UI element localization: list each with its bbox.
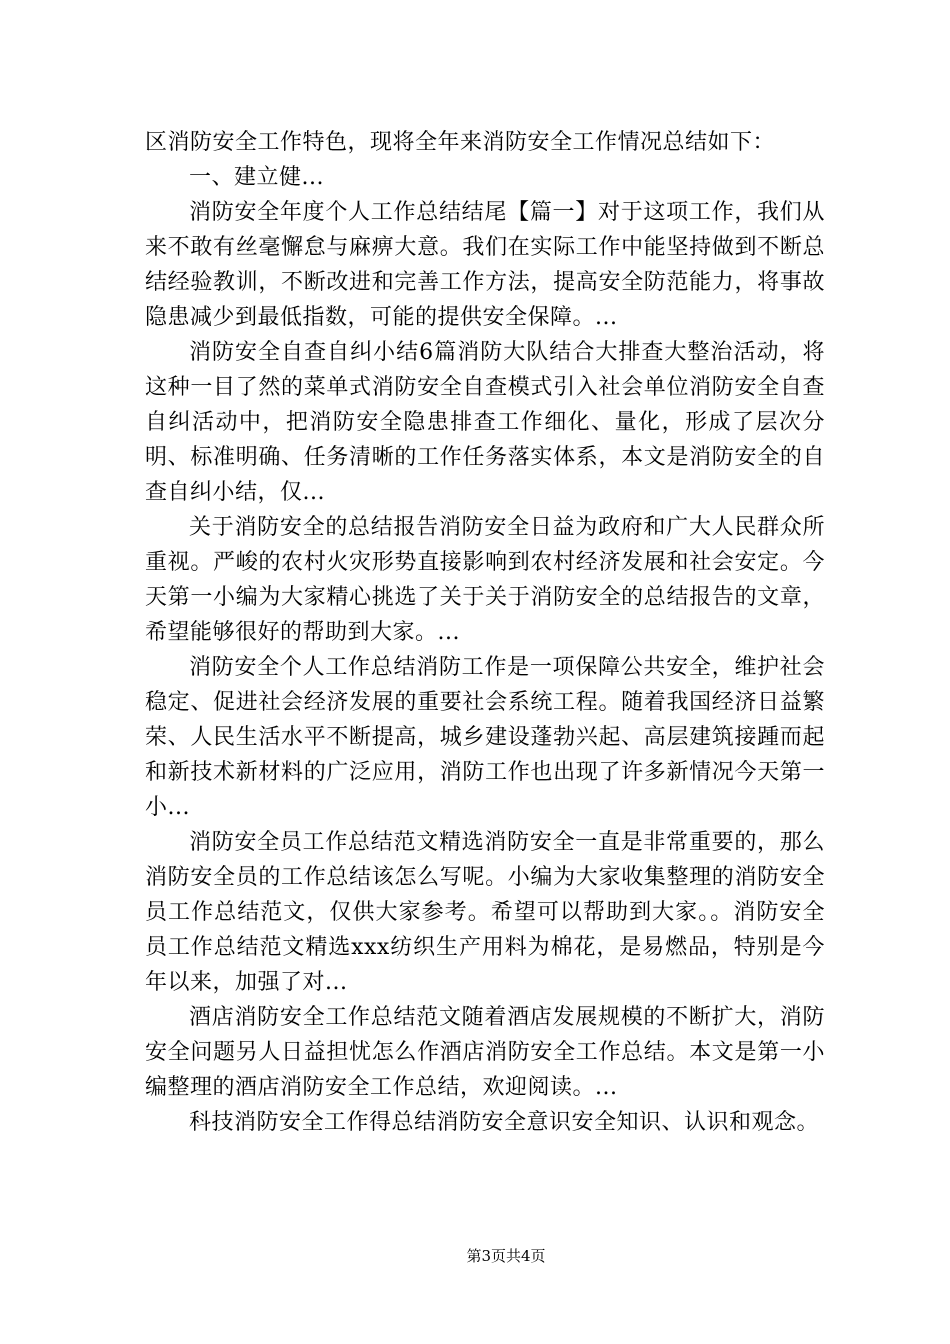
- paragraph-3: 消防安全自查自纠小结6篇消防大队结合大排查大整治活动，将这种一目了然的菜单式消防安全自查模式引入社会单位消防安全自查自纠活动中，把消防安全隐患排查工作细化、量化，形成了层次分明、标准明确、任务清晰的工作任务落实体系，本文是消防安全的自查自纠小结，仅...: [145, 340, 825, 505]
- paragraph-7: 酒店消防安全工作总结范文随着酒店发展规模的不断扩大，消防安全问题另人日益担忧怎么作酒店消防安全工作总结。本文是第一小编整理的酒店消防安全工作总结，欢迎阅读。...: [145, 1005, 825, 1100]
- paragraph-1: 一、建立健...: [189, 165, 324, 190]
- paragraph-6: 消防安全员工作总结范文精选消防安全一直是非常重要的，那么消防安全员的工作总结该怎么写呢。小编为大家收集整理的消防安全员工作总结范文，仅供大家参考。希望可以帮助到大家。。消防安全员工作总结范文精选xxx纺织生产用料为棉花，是易燃品，特别是今年以来，加强了对...: [145, 830, 825, 995]
- page-number: 第3页共4页: [466, 1247, 546, 1265]
- document-body: [145, 125, 825, 1140]
- paragraph-5: 消防安全个人工作总结消防工作是一项保障公共安全，维护社会稳定、促进社会经济发展的重要社会系统工程。随着我国经济日益繁荣、人民生活水平不断提高，城乡建设蓬勃兴起、高层建筑接踵而起和新技术新材料的广泛应用，消防工作也出现了许多新情况今天第一小...: [145, 655, 825, 820]
- paragraph-8: 科技消防安全工作得总结消防安全意识安全知识、认识和观念。: [189, 1110, 820, 1135]
- page-footer: [0, 1246, 950, 1266]
- paragraph-4: 关于消防安全的总结报告消防安全日益为政府和广大人民群众所重视。严峻的农村火灾形势直接影响到农村经济发展和社会安定。今天第一小编为大家精心挑选了关于关于消防安全的总结报告的文章，希望能够很好的帮助到大家。...: [145, 515, 825, 645]
- paragraph-2: 消防安全年度个人工作总结结尾【篇一】对于这项工作，我们从来不敢有丝毫懈怠与麻痹大意。我们在实际工作中能坚持做到不断总结经验教训，不断改进和完善工作方法，提高安全防范能力，将事故隐患减少到最低指数，可能的提供安全保障。...: [145, 200, 825, 330]
- paragraph-0: 区消防安全工作特色，现将全年来消防安全工作情况总结如下：: [145, 130, 776, 155]
